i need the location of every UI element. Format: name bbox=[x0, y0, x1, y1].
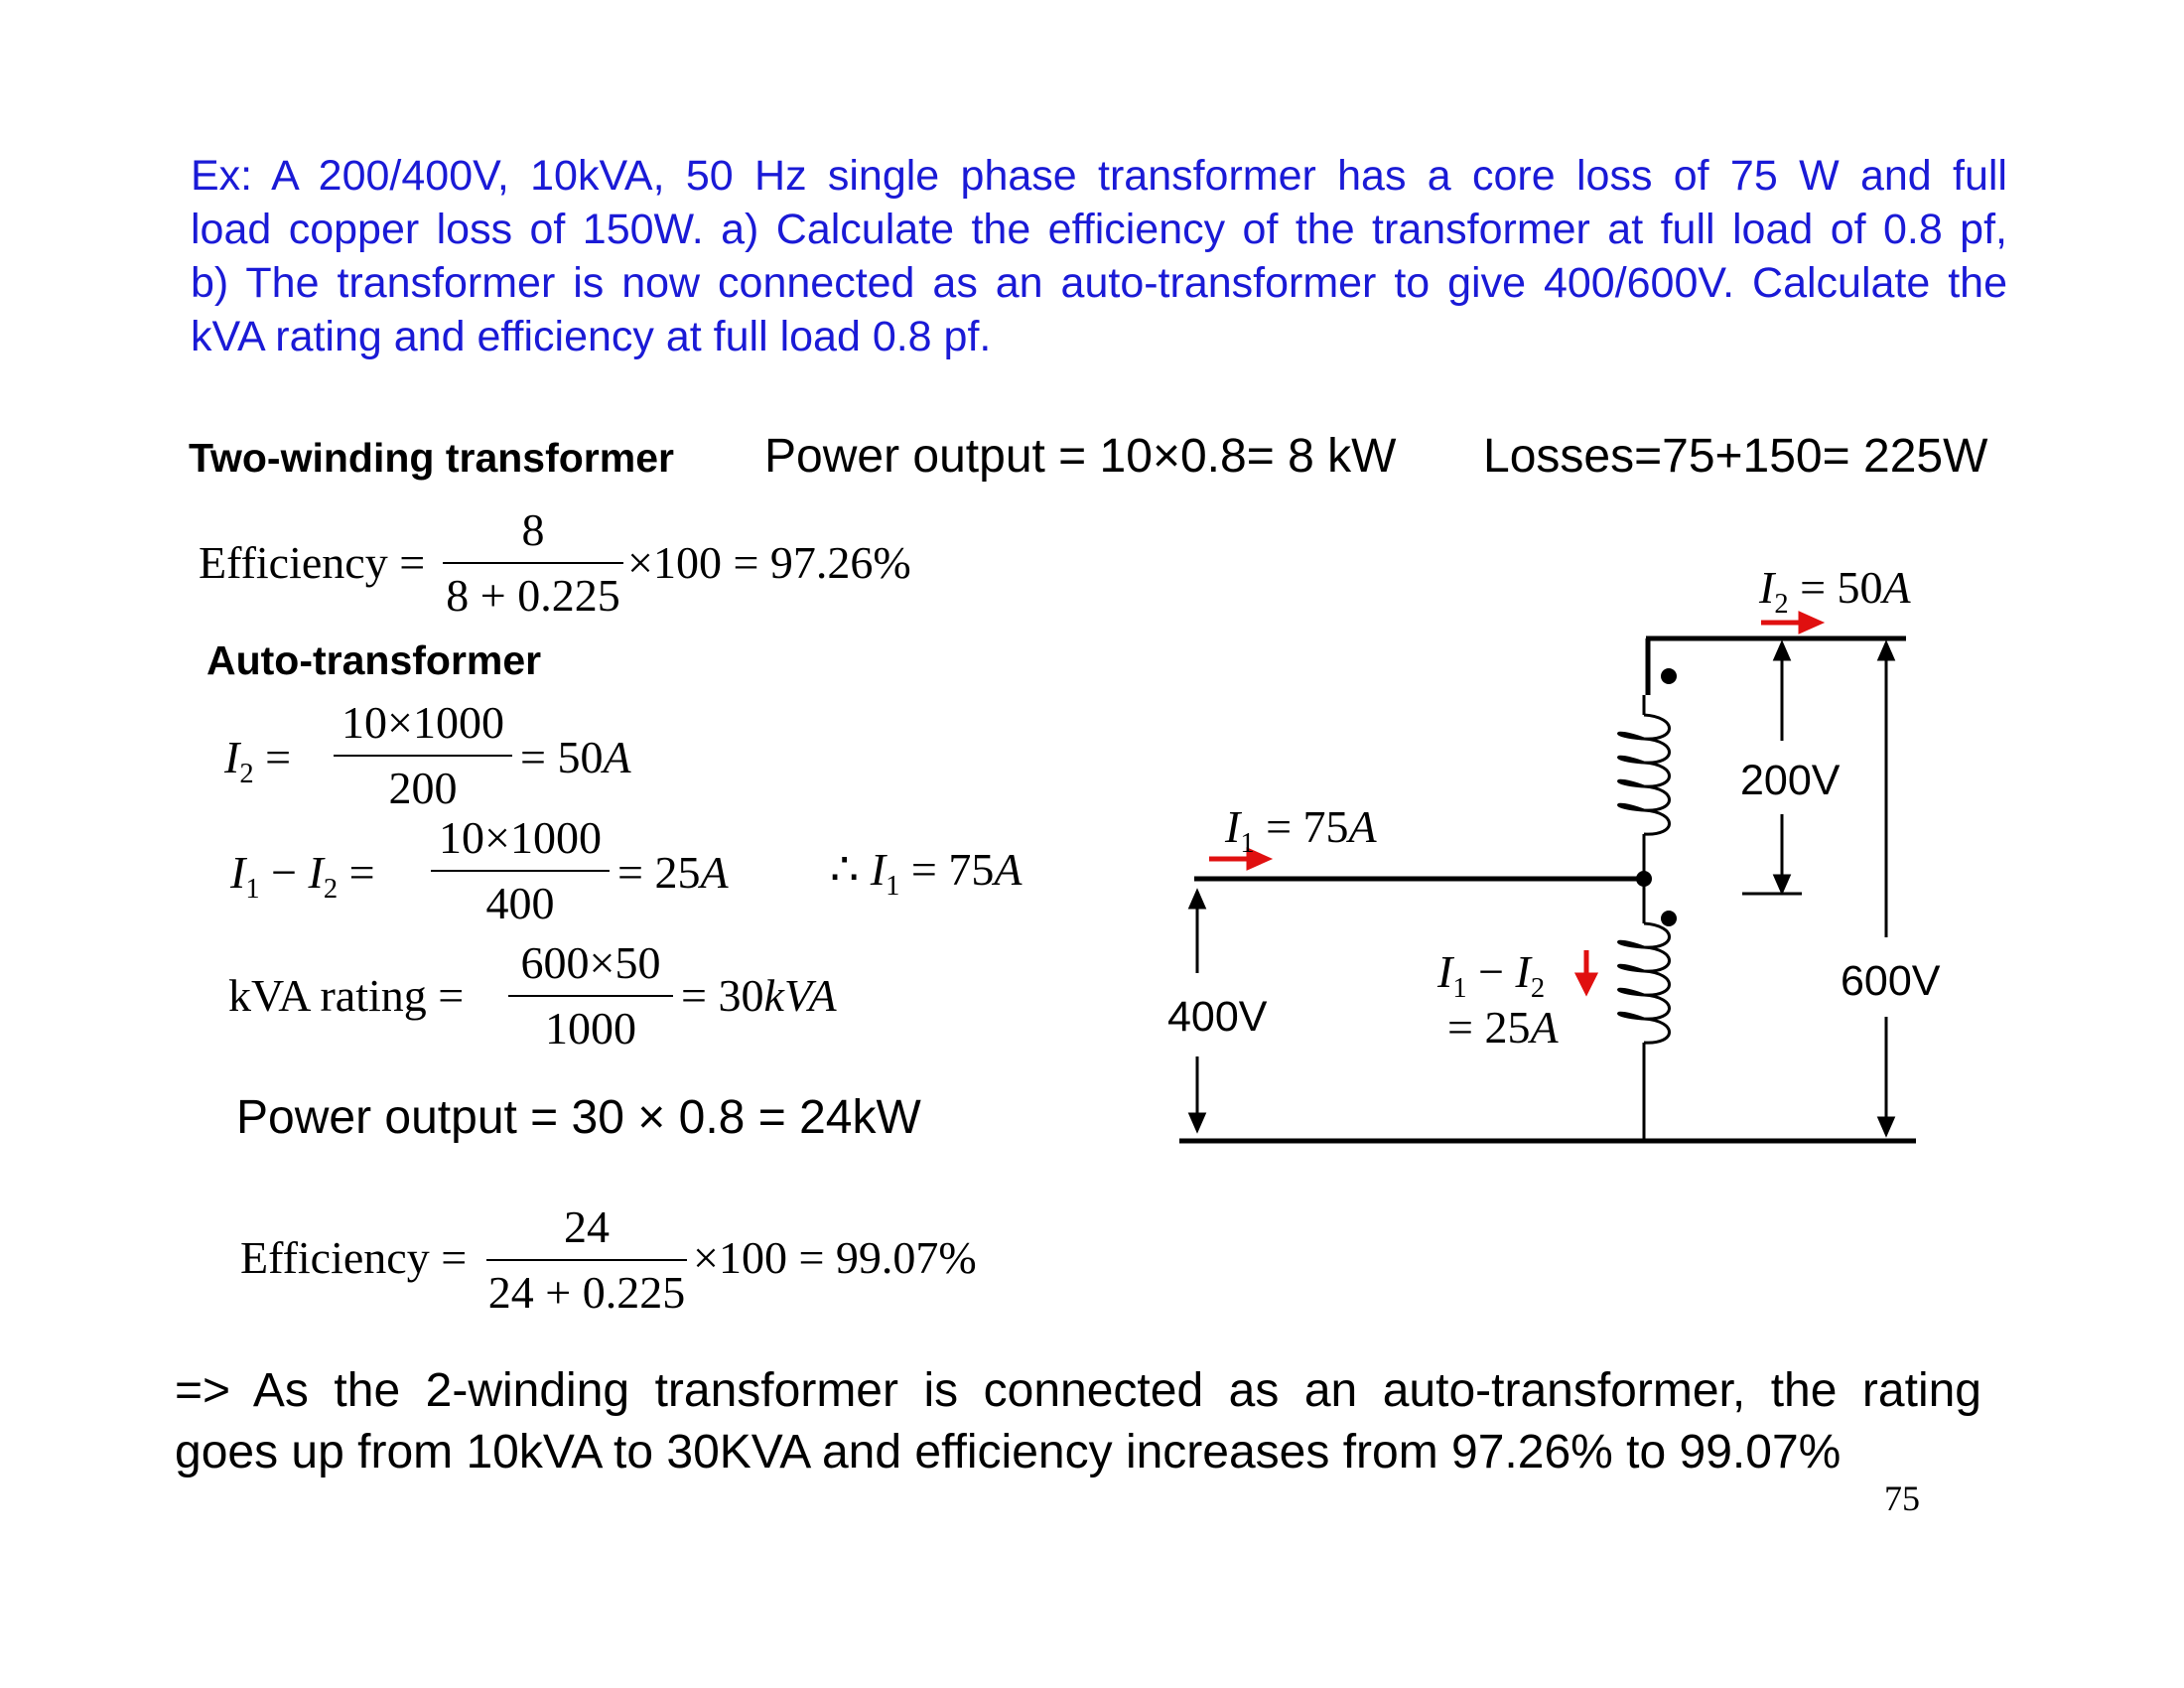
value: = 75 bbox=[899, 844, 995, 895]
value: = 75 bbox=[1254, 801, 1349, 852]
auto-kva-label: kVA rating = bbox=[228, 970, 465, 1021]
value: = 50 bbox=[1788, 562, 1883, 613]
subscript: 2 bbox=[239, 758, 254, 789]
symbol: I bbox=[1515, 946, 1531, 997]
problem-line: b) The transformer is now connected as an auto-transformer to give 400/600V. Calculate the bbox=[191, 259, 2007, 307]
circuit-diff-value bbox=[1447, 1001, 1559, 1054]
fraction-denominator: 400 bbox=[485, 878, 555, 928]
arrow-head bbox=[1879, 643, 1893, 659]
fraction-denominator: 1000 bbox=[545, 1003, 636, 1054]
fraction-numerator: 8 bbox=[521, 504, 545, 555]
value: = 50 bbox=[520, 732, 604, 782]
two-winding-eff-result: ×100 = 97.26% bbox=[627, 537, 911, 588]
auto-eff-label: Efficiency = bbox=[240, 1232, 468, 1283]
diff-arrow-head bbox=[1578, 975, 1594, 991]
unit: kVA bbox=[763, 970, 837, 1021]
voltage-600v-label: 600V bbox=[1841, 957, 1941, 1005]
arrow-head bbox=[1775, 876, 1789, 892]
symbol: I bbox=[870, 844, 887, 895]
unit: A bbox=[994, 844, 1023, 895]
arrow-head bbox=[1775, 643, 1789, 659]
conclusion-line: goes up from 10kVA to 30KVA and efficiency increases from 97.26% to 99.07% bbox=[175, 1426, 1842, 1478]
subscript: 1 bbox=[886, 870, 900, 902]
fraction-numerator: 10×1000 bbox=[439, 812, 602, 863]
operator: − bbox=[259, 847, 309, 898]
conclusion bbox=[175, 1360, 1981, 1483]
circuit-i1-label bbox=[1225, 800, 1377, 860]
voltage-200v-label: 200V bbox=[1740, 757, 1841, 804]
unit: A bbox=[603, 732, 631, 782]
circuit-diff-label bbox=[1437, 945, 1545, 1005]
subscript: 2 bbox=[1774, 588, 1789, 620]
two-winding-heading: Two-winding transformer bbox=[189, 435, 674, 481]
fraction-numerator: 10×1000 bbox=[341, 697, 504, 748]
page-number: 75 bbox=[1884, 1478, 1920, 1518]
auto-heading: Auto-transformer bbox=[206, 637, 542, 683]
value: = 30 bbox=[681, 970, 764, 1021]
voltage-400v-label: 400V bbox=[1167, 993, 1268, 1041]
unit: A bbox=[700, 847, 729, 898]
unit: A bbox=[1348, 801, 1377, 852]
symbol: I bbox=[1437, 946, 1453, 997]
subscript: 1 bbox=[1452, 972, 1467, 1004]
arrow-head bbox=[1190, 892, 1204, 908]
value: = 25 bbox=[1447, 1002, 1531, 1053]
symbol: I bbox=[230, 847, 246, 898]
problem-line: load copper loss of 150W. a) Calculate the efficiency of the transformer at full load of 0.8 pf, bbox=[191, 206, 2007, 253]
conclusion-line: => As the 2-winding transformer is connected as an auto-transformer, the rating bbox=[175, 1364, 1981, 1417]
two-winding-power-output: Power output = 10×0.8= 8 kW bbox=[764, 430, 1397, 483]
symbol: I bbox=[1759, 562, 1775, 613]
arrow-head bbox=[1190, 1114, 1204, 1130]
fraction-numerator: 600×50 bbox=[520, 937, 661, 988]
subscript: 1 bbox=[1240, 827, 1255, 859]
operator: − bbox=[1466, 946, 1516, 997]
lower-winding bbox=[1619, 923, 1670, 1043]
upper-winding bbox=[1619, 715, 1670, 834]
problem-line: Ex: A 200/400V, 10kVA, 50 Hz single phase transformer has a core loss of 75 W and full bbox=[191, 152, 2007, 200]
symbol: I bbox=[308, 847, 324, 898]
fraction-denominator: 24 + 0.225 bbox=[487, 1267, 686, 1318]
unit: A bbox=[1882, 562, 1911, 613]
therefore-symbol: ∴ bbox=[830, 844, 871, 895]
subscript: 2 bbox=[323, 873, 339, 905]
tap-junction bbox=[1636, 871, 1652, 887]
subscript: 1 bbox=[245, 873, 260, 905]
equals: = bbox=[348, 847, 375, 898]
circuit-i2-label bbox=[1759, 561, 1911, 621]
equals: = bbox=[265, 732, 292, 782]
circuit-wires bbox=[1179, 638, 1916, 1141]
polarity-dot bbox=[1661, 668, 1677, 684]
auto-power-output: Power output = 30 × 0.8 = 24kW bbox=[236, 1091, 921, 1144]
value: = 25 bbox=[617, 847, 701, 898]
two-winding-eff-label: Efficiency = bbox=[199, 537, 426, 588]
problem-line: kVA rating and efficiency at full load 0.8 pf. bbox=[191, 313, 992, 360]
symbol: I bbox=[1225, 801, 1241, 852]
fraction-denominator: 8 + 0.225 bbox=[446, 570, 620, 621]
subscript: 2 bbox=[1530, 972, 1546, 1004]
arrow-head bbox=[1879, 1118, 1893, 1134]
dim-600v bbox=[1879, 643, 1893, 1134]
two-winding-losses: Losses=75+150= 225W bbox=[1483, 430, 1988, 483]
polarity-dot bbox=[1661, 911, 1677, 926]
fraction-denominator: 200 bbox=[388, 763, 458, 813]
unit: A bbox=[1530, 1002, 1559, 1053]
symbol: I bbox=[224, 732, 240, 782]
fraction-numerator: 24 bbox=[564, 1201, 610, 1252]
auto-eff-result: ×100 = 99.07% bbox=[693, 1232, 977, 1283]
